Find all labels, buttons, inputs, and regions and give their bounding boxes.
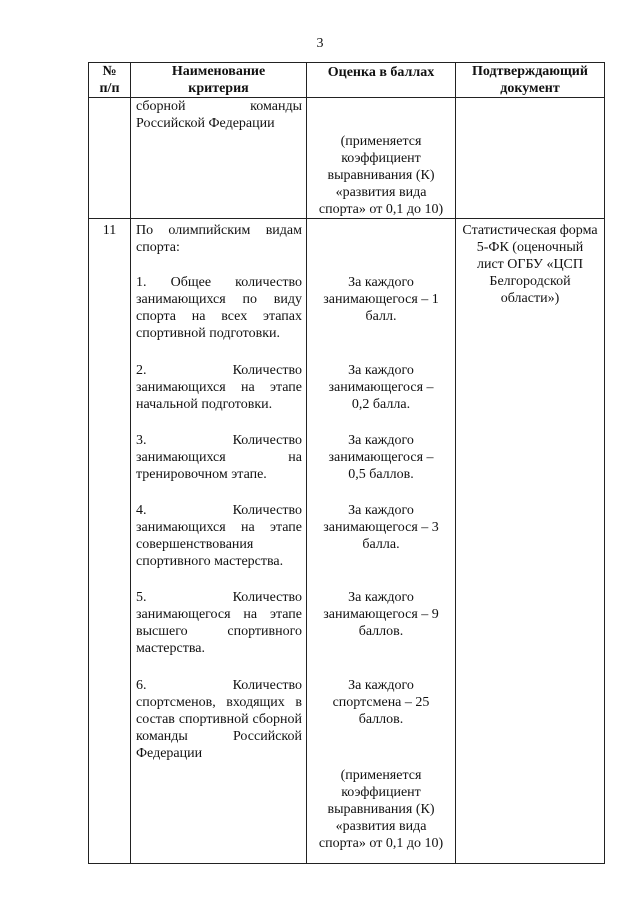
score-item-6: За каждого спортсмена – 25 баллов.	[332, 678, 430, 727]
table-row-11	[89, 219, 605, 864]
table-row-continued	[89, 98, 605, 219]
criteria-table	[88, 62, 605, 864]
criterion-item-6: 6. Количество спортсменов, входящих в состав спортивной сборной команды Российской Федерации	[136, 678, 302, 761]
continued-score-cell	[307, 98, 456, 219]
row-11-document-cell	[456, 219, 605, 864]
header-document: Подтверждающий документ	[456, 63, 605, 98]
score-item-5: За каждого занимающегося – 9 баллов.	[323, 590, 439, 639]
continued-note: (применяется коэффициент выравнивания (К) «развития вида спорта» от 0,1 до 10)	[318, 134, 444, 217]
criterion-item-5: 5. Количество занимающегося на этапе высшего спортивного мастерства.	[136, 590, 302, 656]
header-criterion: Наименование критерия	[131, 63, 307, 98]
row-11-note: (применяется коэффициент выравнивания (К) «развития вида спорта» от 0,1 до 10)	[318, 768, 444, 851]
header-score: Оценка в баллах	[307, 63, 456, 98]
row-11-score-cell	[307, 219, 456, 864]
criterion-item-3: 3. Количество занимающихся на тренировочном этапе.	[136, 433, 302, 482]
score-item-3: За каждого занимающегося – 0,5 баллов.	[328, 433, 434, 482]
row-11-number-cell	[89, 219, 131, 864]
criterion-item-4: 4. Количество занимающихся на этапе совершенствования спортивного мастерства.	[136, 503, 302, 569]
table-header-row	[89, 63, 605, 98]
criterion-item-2: 2. Количество занимающихся на этапе начальной подготовки.	[136, 363, 302, 412]
continued-number-cell	[89, 98, 131, 219]
row-11-number: 11	[102, 223, 117, 238]
header-number: № п/п	[89, 63, 131, 98]
criterion-item-1: 1. Общее количество занимающихся по виду спорта на всех этапах спортивной подготовки.	[136, 275, 302, 341]
row-11-intro: По олимпийским видам спорта:	[136, 223, 302, 255]
continued-criterion-text: сборной команды Российской Федерации	[136, 99, 302, 131]
score-item-1: За каждого занимающегося – 1 балл.	[323, 275, 439, 324]
page-number: 3	[316, 36, 324, 51]
continued-document-cell	[456, 98, 605, 219]
score-item-4: За каждого занимающегося – 3 балла.	[323, 503, 439, 552]
score-item-2: За каждого занимающегося – 0,2 балла.	[328, 363, 434, 412]
continued-criterion-cell	[131, 98, 307, 219]
row-11-document: Статистическая форма 5-ФК (оценочный лист ОГБУ «ЦСП Белгородской области»)	[462, 223, 598, 306]
row-11-criterion-cell	[131, 219, 307, 864]
